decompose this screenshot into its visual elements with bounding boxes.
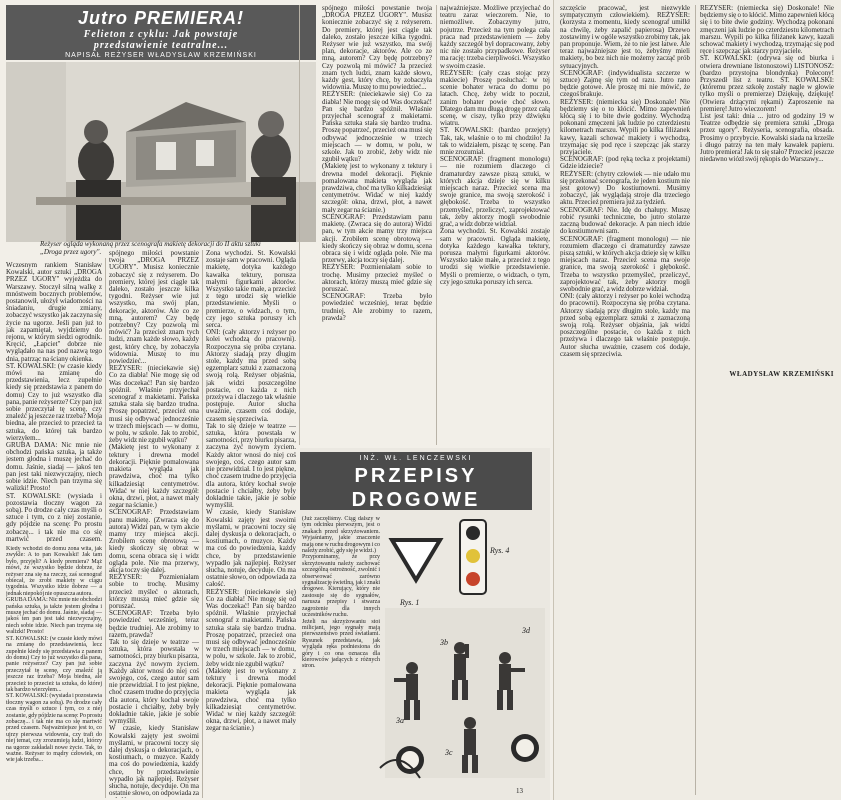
paragraph: Kiedy wchodzi do domu zona wita, jak zwykle: A to pan Kowalski! Jak tam było, przyjęli? A kiedy premiera? Mąż mówi, że wszystko będzie dobrze, że reżyser zna się na rzeczy, zaś scenograf obiecał, że zrobi makiety w ciągu tygodnia. Wszystko idzie dobrze — a jednak niepokój nie opuszcza autora. bbox=[6, 546, 102, 597]
paragraph: SCENOGRAF: Przedstawiam panu makietę. (Zwraca się do autora) Widzi pan, w tym akcie mamy trzy miejsca akcji. Zrobiłem scenę obrotową — kiedy skończy się obraz w domu, scena obraca się i widz ogląda pole. Nie ma przerwy, akcja toczy się dalej. bbox=[109, 508, 199, 574]
paragraph: REŻYSER: Pozmieniałam sobie to trochę. Musimy przecież myśleć o aktorach, którzy muszą mieć gdzie się poruszać. bbox=[322, 263, 432, 293]
paragraph: REŻYSER: (niemiecka się) Doskonale! Nie będziemy się o to kłócić. Mimo zapewnień kłócą się i to bite dwie godziny. Wychodzą pokonani zmęczeni jak ludzie po czterdziestu kilometrach marszu. Wypili po kilka filiżanek kawy, kazali schować makiety i wychodzą, trzymając się pod ręce i szepcząc jak starzy przyjaciele. bbox=[700, 5, 834, 56]
paragraph: (Makietę jest to wykonany z tektury i drewna model dekoracji. Pięknie pomalowana makieta wygląda jak prawdziwa, choć ma tylko kilkadziesiąt centymetrów. Widać w niej każdy szczegół: okna, drzwi, płot, a nawet mały zegar na ścianie.) bbox=[109, 443, 199, 510]
paragraph: ST. KOWALSKI: (wysiada i pozostawia tłoczny wagon za sobą). Po drodze cały czas myśli o sztuce i tym, co z niej zostanie, gdy pójdzie na scenę: Po prostu zobaczę... i tak nie ma co się martwić przed czasem. bbox=[6, 491, 102, 542]
theatre-photo-illustration bbox=[6, 62, 316, 242]
paragraph: (Makietę jest to wykonany z tektury i drewna model dekoracji. Pięknie pomalowana makieta wygląda jak prawdziwa, choć ma tylko kilkadziesiąt centymetrów. Widać w niej każdy szczegół: okna, drzwi, płot, a nawet mały zegar na ścianie.) bbox=[206, 666, 296, 733]
article-column-1 bbox=[6, 262, 102, 542]
column-divider bbox=[695, 5, 696, 795]
paragraph: GRUBA DAMA: Nic mnie nie obchodzi pańska sztuka, ja także jestem głodna i muszę jechać do domu. Jaśnie, siadaj — jakoś ten pan jest taki niezwyczajny, niech sobie idzie. Niech pan trzyma się walizki! Prosto! bbox=[6, 441, 102, 493]
paragraph: SCENOGRAF: Trzeba było powiedzieć wcześniej, teraz będzie trudniej. Ale zrobimy to razem, prawda? bbox=[109, 609, 199, 639]
column-divider bbox=[105, 258, 106, 798]
paragraph: Zona wychodzi. St. Kowalski zostaje sam w pracowni. Ogląda makietę, dotyka każdego kawałka tektury, porusza małymi figurkami aktorów. Wszystko takie małe, a przecież z tego urodzi się wielkie przedstawienie. Myśli o premierze, o widzach, o tym, czy jego sztuka poruszy ich serca. bbox=[206, 250, 296, 330]
paragraph: REŻYSER: (nieciekawie się) Co za diabła! Nie mogę się od Was doczekać! Pan się bardzo spóźnił. Właśnie przyjechał scenograf z makietami. Pańska sztuka stała się bardzo trudna. Proszę popatrzeć, przecież ona musi się odbywać jednocześnie w trzech miejscach — w domu, w polu, w szkole. Jak to zrobić, żeby widz nie zgubił wątku? bbox=[206, 587, 296, 668]
paragraph: REŻYSER: (chytry człowiek — nie udało mu się przekonać scenografa, że jeden kostium nie jest gotowy) Do kostiumowni. Musimy zobaczyć, jak wyglądają stroje dla trzeciego aktu. Przecież premiera już za tydzień. bbox=[560, 169, 690, 207]
paragraph: SCENOGRAF: (fragment monologu) — nie rozumiem dlaczego ci dramaturdzy zawsze piszą sztuki, w których akcja dzieje się w kilku miejscach naraz. Przecież scena ma swoje granice, ma swoją szerokość i głębokość. Trzeba to wszystko przemyśleć, przeliczyć, zaprojektować tak, żeby aktorzy mogli swobodnie grać, a widz dobrze widział. bbox=[440, 155, 550, 229]
paragraph: Tak to się dzieje w teatrze — sztuka, która powstała w samotności, przy biurku pisarza, zaczyna żyć nowym życiem. Każdy aktor wnosi do niej coś swojego, coś, czego autor sam nie przewidział. I to jest piękne, choć czasem trudne do przyjęcia dla autora, który kochał swoje postacie i chciałby, żeby były dokładnie takie, jakie je sobie wymyślił. bbox=[109, 637, 199, 726]
paragraph: ST. KOWALSKI: (wysiada i pozostawia tłoczny wagon za sobą). Po drodze cały czas myśli o sztuce i tym, co z niej zostanie, gdy pójdzie na scenę: Po prostu zobaczę... i tak nie ma co się martwić przed czasem. Najważniejsze jest to, co ujrzy pierwsza widownia, czy trafi do niej temat, czy zrozumieją ludzi, którzy na ugorze zakładali nowe życie. Tak, to ważne. Reżyser to mądry człowiek, on wie jak trzeba... bbox=[6, 693, 102, 764]
article-column-1-small bbox=[6, 546, 102, 798]
paragraph: SCENOGRAF: (fragment monologu) — nie rozumiem dlaczego ci dramaturdzy zawsze piszą sztuki, w których akcja dzieje się w kilku miejscach naraz. Przecież scena ma swoje granice, ma swoją szerokość i głębokość. Trzeba to wszystko przemyśleć, przeliczyć, zaprojektować tak, żeby aktorzy mogli swobodnie grać, a widz dobrze widział. bbox=[560, 234, 690, 293]
right-column-2 bbox=[700, 5, 834, 365]
paragraph: SCENOGRAF: Nie. Idę do chałupy. Muszę robić rysunki techniczne, bo jutro stolarze zaczną budować dekoracje. A pan niech idzie do kostiumowni sam. bbox=[560, 205, 690, 236]
fig-label-3a: 3a bbox=[396, 716, 404, 725]
fig-label-3b: 3b bbox=[440, 638, 448, 647]
feature-author: INŻ. WŁ. LENCZEWSKI bbox=[359, 455, 473, 462]
article-column-5 bbox=[440, 5, 550, 445]
article-subtitle-2: przedstawienie teatralne... bbox=[93, 40, 229, 51]
column-divider bbox=[436, 5, 437, 445]
article-column-4 bbox=[322, 5, 432, 445]
paragraph: REŻYSER: Pozmieniałam sobie to trochę. Musimy przecież myśleć o aktorach, którzy muszą mieć gdzie się poruszać. bbox=[109, 573, 199, 610]
paragraph: Tak to się dzieje w teatrze — sztuka, która powstała w samotności, przy biurku pisarza, zaczyna żyć nowym życiem. Każdy aktor wnosi do niej coś swojego, coś, czego autor sam nie przewidział. I to jest piękne, choć czasem trudne do przyjęcia dla autora, który kochał swoje postacie i chciałby, żeby były dokładnie takie, jakie je sobie wymyślił. bbox=[206, 421, 296, 510]
fig-label-rys4: Rys. 4 bbox=[490, 546, 510, 555]
paragraph: SCENOGRAF: (pod ręką tecka z projektami) Gdzie idziecie? bbox=[560, 155, 690, 171]
paragraph: REŻYSER: (cały czas stojąc przy makiecie) Proszę posłuchać: w tej scenie bohater wraca do domu po latach. Chcę, żeby widz to poczuł, zanim bohater powie choć słowo. Dlatego dam mu długą drogę przez całą scenę, w ciszy, tylko przy dźwięku wiatru. bbox=[440, 68, 550, 128]
photo-caption: Reżyser ogląda wykonaną przez scenografa makietę dekoracji do II aktu sztuki „Droga przez ugory". bbox=[40, 240, 261, 256]
paragraph: ONI: (cały aktorzy i reżyser po kolei wchodzą do pracowni). Rozpoczyna się próba czytana. Aktorzy siadają przy długim stole, każdy ma przed sobą egzemplarz sztuki z zaznaczoną swoją rolą. Reżyser objaśnia, jak widzi poszczególne postacie, co każda z nich przeżywa i dlaczego tak właśnie postępuje. Autor słucha uważnie, czasem coś dodaje, czasem się sprzeciwia. bbox=[560, 292, 690, 358]
paragraph: spójnego miłości powstanie twoja „DROGA PRZEZ UGORY". Musisz koniecznie zobaczyć się z reżyserem. Do premiery, której jest ciągle tak daleko, zostało jeszcze kilka tygodni. Reżyser wie już wszystko, ma swój plan, dekoracje, aktorów. Ale co ze mną, autorem? Czy będę potrzebny? Czy pozwolą mi mówić? Ja przecież znam tych ludzi, znam każde słowo, każdy gest, który chcę, by zobaczyła widownia. Muszę to mu powiedzieć... bbox=[109, 250, 199, 366]
feature-text-column bbox=[302, 516, 380, 796]
paragraph: REŻYSER: (nieciekawie się) Co za diabła! Nie mogę się od Was doczekać! Pan się bardzo spóźnił. Właśnie przyjechał scenograf z makietami. Pańska sztuka stała się bardzo trudna. Proszę popatrzeć, przecież ona musi się odbywać jednocześnie w trzech miejscach — w domu, w polu, w szkole. Jak to zrobić, żeby widz nie zgubił wątku? bbox=[109, 364, 199, 445]
column-divider bbox=[299, 5, 300, 445]
fig-label-3c: 3c bbox=[445, 748, 453, 757]
paragraph: spójnego miłości powstanie twoja „DROGA PRZEZ UGORY". Musisz koniecznie zobaczyć się z reżyserem. Do premiery, której jest ciągle tak daleko, zostało jeszcze kilka tygodni. Reżyser wie już wszystko, ma swój plan, dekoracje, aktorów. Ale co ze mną, autorem? Czy będę potrzebny? Czy pozwolą mi mówić? Ja przecież znam tych ludzi, znam każde słowo, każdy gest, który chcę, by zobaczyła widownia. Muszę to mu powiedzieć... bbox=[322, 5, 432, 92]
column-divider bbox=[202, 250, 203, 798]
paragraph: SCENOGRAF: (indywidualista szczerze w sztuce) Zajmę się tym od razu. Jutro rano będzie gotowe. Ale proszę mi nie mówić, że czegoś brakuje. bbox=[560, 68, 690, 99]
article-column-2 bbox=[109, 250, 199, 798]
right-column-1 bbox=[560, 5, 690, 795]
paragraph: szczęście pracować, jest niezwykle sympatycznym człowiekiem). REŻYSER: (korzysta z momentu, kiedy scenograf umilkł na chwilę, żeby zapalić papierosa) Drzewo zostawimy i w ogóle wszystko zrobimy tak, jak pan proponuje. Wiem, że to nie jest łatwe. Ale teraz najważniejsze jest to, żebyśmy mieli makiety, bo bez nich nie możemy zacząć prób sytuacyjnych. bbox=[560, 5, 690, 70]
paragraph: W czasie, kiedy Stanisław Kowalski zajęty jest swoimi myślami, w pracowni toczy się dalej dyskusja o dekoracjach, o kostiumach, o muzyce. Każdy ma coś do powiedzenia, każdy chce, by przedstawienie wypadło jak najlepiej. Reżyser słucha, notuje, decyduje. On ma ostatnie słowo, on odpowiada za całość. bbox=[206, 508, 296, 589]
article-subtitle-1: Felieton z cyklu: Jak powstaje bbox=[83, 29, 239, 40]
theatre-photo bbox=[6, 62, 316, 242]
paragraph: SCENOGRAF: Trzeba było powiedzieć wcześniej, teraz będzie trudniej. Ale zrobimy to razem, prawda? bbox=[322, 292, 432, 322]
right-page bbox=[553, 0, 841, 800]
paragraph: GRUBA DAMA: Nic mnie nie obchodzi pańska sztuka, ja także jestem głodna i muszę jechać do domu. Jaśnie, siadaj — jakoś ten pan jest taki niezwyczajny, niech sobie idzie. Niech pan trzyma się walizki! Prosto! bbox=[6, 597, 102, 636]
paragraph: ONI: (cały aktorzy i reżyser po kolei wchodzą do pracowni). Rozpoczyna się próba czytana. Aktorzy siadają przy długim stole, każdy ma przed sobą egzemplarz sztuki z zaznaczoną swoją rolą. Reżyser objaśnia, jak widzi poszczególne postacie, co każda z nich przeżywa i dlaczego tak właśnie postępuje. Autor słucha uważnie, czasem coś dodaje, czasem się sprzeciwia. bbox=[206, 328, 296, 423]
paragraph: ST. KOWALSKI: (odrywa się od biurka i otwiera drewniane listonoszowi) LISTONOSZ: (bardzo przystojna blondynka) Polecony! Przyszedł list z teatru. ST. KOWALSKI: (któremu przez szkołę zostały nagle w głowie tylko myśli o premierze) Dziękuję, dziękuję! (Otwiera drżącymi rękami) Zaproszenie na premierę! Jutro wieczorem! bbox=[700, 54, 834, 113]
paragraph: List jest taki: dnia ... jutro od godziny 19 w Teatrze odbędzie się premiera sztuki „Droga przez ugory". Reżyseria, scenografia, obsada. Prosimy o przybycie. Kowalski siada na krześle i długo patrzy na ten mały kawałek papieru. Jutro premiera! Jak to się stało? Przecież jeszcze niedawno wiózł swój rękopis do Warszawy... bbox=[700, 112, 834, 164]
paragraph: ST. KOWALSKI: (bardzo przejęty) Tak, tak, właśnie o to mi chodziło! Ja tak to widziałem, pisząc tę scenę. Pan mnie zrozumiał. bbox=[440, 126, 550, 157]
article-column-3 bbox=[206, 250, 296, 798]
traffic-banner bbox=[300, 452, 532, 510]
paragraph: (Już zaczęliśmy. Ciąg dalszy w tym odcinku pierwszym, jest o znakach przed skrzyżowaniem. Wyjaśniamy, jakie znaczenie mają one w ruchu drogowym i co należy zrobić, gdy się je widzi.) bbox=[302, 516, 380, 555]
paragraph: Wczesnym rankiem Stanisław Kowalski, autor sztuki „DROGA PRZEZ UGORY" wyjeżdża do Warszawy. Stoczył silną walkę z mnóstwem bocznych problemów, postanowił, ułożył wiadomości na śniadaniu, drugie zmiany, zobaczyć wszystko jak zaczyna się życie na ugorze. Jeśli pan już to jak zapamiętał, wyjdziemy do rejonu, w którym siedzi ogrodnik. Kręcić, „Łapciet" dobrze nie wyglądało na nas pod nazwą tego dnia, patrząc na ściany okienka. bbox=[6, 262, 102, 363]
paragraph: ST. KOWALSKI: (w czasie kiedy mówi na zmianę do przedstawienia, lecz zupełnie kiedy się przedstawia z panem do domu) Czy to już wszystko dla pana, panie reżyserze? Czy pan już sobie przeczytał tę scenę, czy znaleźć ją jeszcze raz trzeba? Moja biedna, ale przecież to przecież ta sztuka, do której tak bardzo wierzyłem... bbox=[6, 361, 102, 442]
paragraph: REŻYSER: (niemiecka się) Doskonale! Nie będziemy się o to kłócić. Mimo zapewnień kłócą się i to bite dwie godziny. Wychodzą pokonani zmęczeni jak ludzie po czterdziestu kilometrach marszu. Wypili po kilka filiżanek kawy, kazali schować makiety i wychodzą, trzymając się pod ręce i szepcząc jak starzy przyjaciele. bbox=[560, 97, 690, 157]
paragraph: ST. KOWALSKI: (w czasie kiedy mówi na zmianę do przedstawienia, lecz zupełnie kiedy się przedstawia z panem do domu) Czy to już wszystko dla pana, panie reżyserze? Czy pan już sobie przeczytał tę scenę, czy znaleźć ją jeszcze raz trzeba? Moja biedna, ale przecież to przecież ta sztuka, do której tak bardzo wierzyłem... bbox=[6, 635, 102, 693]
paragraph: REŻYSER: (nieciekawie się) Co za diabła! Nie mogę się od Was doczekać! Pan się bardzo spóźnił. Właśnie przyjechał scenograf z makietami. Pańska sztuka stała się bardzo trudna. Proszę popatrzeć, przecież ona musi się odbywać jednocześnie w trzech miejscach — w domu, w polu, w szkole. Jak to zrobić, żeby widz nie zgubił wątku? bbox=[322, 90, 432, 164]
paragraph: Przypominamy, że przy skrzyżowaniu należy zachować szczególną ostrożność, zwolnić i obserwować zarówno sygnalizację świetlną, jak i znaki drogowe. Kierujący, który nie zastosuje się do sygnałów, narusza przepisy i stwarza zagrożenie dla innych uczestników ruchu. bbox=[302, 554, 380, 619]
article-banner bbox=[6, 5, 316, 60]
fig-label-3d: 3d bbox=[522, 626, 530, 635]
page-number: 13 bbox=[516, 787, 523, 795]
fig-label-rys1: Rys. 1 bbox=[400, 598, 420, 607]
paragraph: SCENOGRAF: Przedstawiam panu makietę. (Zwraca się do autora) Widzi pan, w tym akcie mamy trzy miejsca akcji. Zrobiłem scenę obrotową — kiedy skończy się obraz w domu, scena obraca się i widz ogląda pole. Nie ma przerwy, akcja toczy się dalej. bbox=[322, 212, 432, 265]
paragraph: Jeżeli na skrzyżowaniu stoi milicjant, jego sygnały mają pierwszeństwo przed światłami. Rysunek przedstawia, jak wygląda ręka podniesiona do góry i co ona oznacza dla kierowców jadących z różnych stron. bbox=[302, 618, 380, 670]
article-byline: NAPISAŁ REŻYSER WŁADYSŁAW KRZEMIŃSKI bbox=[65, 52, 257, 59]
paragraph: W czasie, kiedy Stanisław Kowalski zajęty jest swoimi myślami, w pracowni toczy się dalej dyskusja o dekoracjach, o kostiumach, o muzyce. Każdy ma coś do powiedzenia, każdy chce, by przedstawienie wypadło jak najlepiej. Reżyser słucha, notuje, decyduje. On ma ostatnie słowo, on odpowiada za bbox=[109, 724, 199, 798]
article-title: Jutro PREMIERA! bbox=[77, 8, 244, 28]
feature-title: PRZEPISY DROGOWE bbox=[351, 465, 481, 510]
article-signature: WŁADYSŁAW KRZEMIŃSKI bbox=[729, 370, 834, 378]
paragraph: Zona wychodzi. St. Kowalski zostaje sam w pracowni. Ogląda makietę, dotyka każdego kawałka tektury, porusza małymi figurkami aktorów. Wszystko takie małe, a przecież z tego urodzi się wielkie przedstawienie. Myśli o premierze, o widzach, o tym, czy jego sztuka poruszy ich serca. bbox=[440, 227, 550, 286]
paragraph: (Makietę jest to wykonany z tektury i drewna model dekoracji. Pięknie pomalowana makieta wygląda jak prawdziwa, choć ma tylko kilkadziesiąt centymetrów. Widać w niej każdy szczegół: okna, drzwi, płot, a nawet mały zegar na ścianie.) bbox=[322, 162, 432, 214]
paragraph: najważniejsze. Możliwe przyjechać do teatru zaraz wieczorem. Nie, to niemożliwe. Zobaczymy jutro, pojutrze. Przecież na tym polega cała praca nad przedstawieniem — żeby każdy szczegół był dopracowany, żeby nic nie zostało przypadkowe. Reżyser ma rację: trzeba cierpliwości. Wszystko w swoim czasie. bbox=[440, 5, 550, 70]
